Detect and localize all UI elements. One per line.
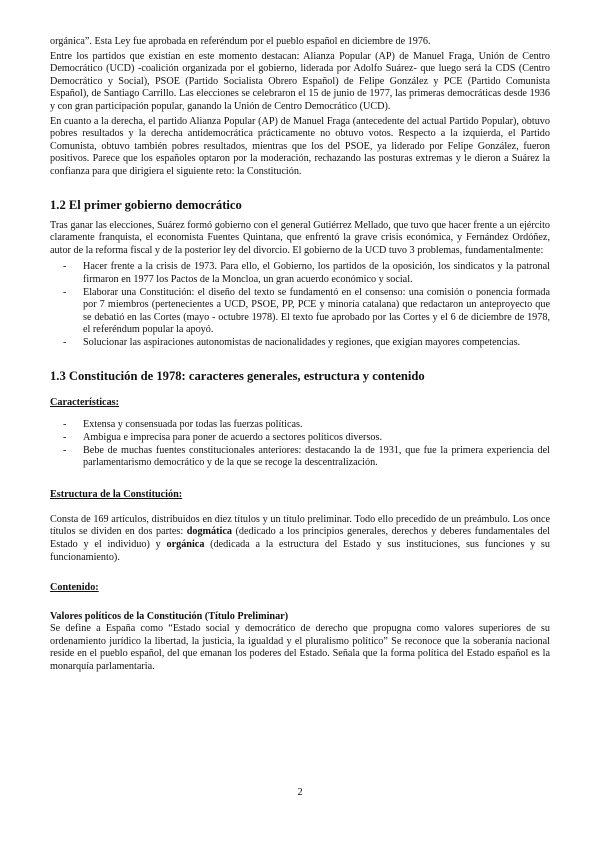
label-valores-politicos: Valores políticos de la Constitución (Título Preliminar)	[50, 611, 289, 623]
term-organica: orgánica	[166, 539, 205, 551]
document-page	[50, 36, 550, 674]
heading-primer-gobierno: 1.2 El primer gobierno democrático	[50, 197, 242, 212]
paragraph-estructura	[50, 514, 550, 564]
list-item: - Extensa y consensuada por todas las fuerzas políticas.	[50, 419, 550, 432]
estructura-text-2: (dedicado a los principios generales, derechos y deberes fundamentales del Estado y el individuo) y	[50, 526, 550, 551]
list-caracteristicas	[50, 419, 550, 469]
list-item: - Solucionar las aspiraciones autonomistas de nacionalidades y regiones, que exigían mayores competencias.	[50, 337, 550, 350]
paragraph-partidos: Entre los partidos que existían en este momento destacan: Alianza Popular (AP) de Manuel Fraga, Unión de Centro Democrático (UCD) -coalición organizada por el gobierno, liderada por Adolfo Suárez- que luego será la CDS (Centro Democrático y Social), PSOE (Partido Socialista Obrero Español) de Felipe González y PCE (Partido Comunista Español), de Santiago Carrillo. Las elecciones se celebraron el 15 de junio de 1977, las primeras democráticas desde 1936 y con gran participación popular, ganando la Unión de Centro Democrático (UCD).	[50, 50, 550, 112]
label-caracteristicas: Características:	[50, 397, 120, 409]
estructura-text-1: Consta de 169 artículos, distribuidos en diez títulos y un título preliminar. Todo ello precedido de un preámbulo. Los once títulos se dividen en dos partes:	[50, 513, 550, 538]
page-number: 2	[297, 787, 303, 798]
term-dogmatica: dogmática	[186, 526, 232, 538]
label-contenido: Contenido:	[50, 582, 99, 594]
heading-constitucion-1978: 1.3 Constitución de 1978: caracteres generales, estructura y contenido	[50, 369, 425, 384]
paragraph-ley-reforma: orgánica”. Esta Ley fue aprobada en referéndum por el pueblo español en diciembre de 1976.	[50, 36, 431, 47]
label-estructura: Estructura de la Constitución:	[50, 488, 183, 500]
paragraph-derecha-izquierda: En cuanto a la derecha, el partido Alianza Popular (AP) de Manuel Fraga (antecedente del actual Partido Popular), obtuvo pobres resultados y la derecha antidemocrática prácticamente no obtuvo votos. Respecto a la izquierda, el Partido Comunista, obtuvo también pobres resultados, mientras que los del PSOE, ya liderado por Felipe González, fueron positivos. Parece que los españoles optaron por la moderación, rechazando las posturas extremas y le dieron a Suárez la confianza para que dirigiera el siguiente reto: la Constitución.	[50, 115, 550, 177]
list-item: - Ambigua e imprecisa para poner de acuerdo a sectores políticos diversos.	[50, 432, 550, 445]
list-item: - Hacer frente a la crisis de 1973. Para ello, el Gobierno, los partidos de la oposición, los sindicatos y la patronal firmaron en 1977 los Pactos de la Moncloa, un gran acuerdo económico y social.	[50, 261, 550, 286]
estructura-text-3: (dedicada a la estructura del Estado y sus instituciones, sus funciones y su funcionamiento).	[50, 539, 550, 563]
paragraph-valores: Se define a España como “Estado social y democrático de derecho que propugna como valores superiores de su ordenamiento jurídico la libertad, la justicia, la igualdad y el pluralismo político” Se reconoce que la soberanía nacional reside en el pueblo español, del que emanan los poderes del Estado. Señala que la forma política del Estado español es la monarquía parlamentaria.	[50, 623, 550, 672]
list-problemas-ucd	[50, 261, 550, 349]
paragraph-gobierno-suarez: Tras ganar las elecciones, Suárez formó gobierno con el general Gutiérrez Mellado, que tuvo que hacer frente a un ejército claramente franquista, el economista Fuentes Quintana, que enfrentó la grave crisis económica, y Fernández Ordóñez, autor de la reforma fiscal y de la posterior ley del divorcio. El gobierno de la UCD tuvo 3 problemas, fundamentalmente:	[50, 219, 550, 256]
list-item: - Bebe de muchas fuentes constitucionales anteriores: destacando la de 1931, que fue la primera experiencia del parlamentarismo democrático y de la que se recoge la descentralización.	[50, 445, 550, 470]
list-item: - Elaborar una Constitución: el diseño del texto se fundamentó en el consenso: una comisión o ponencia formada por 7 miembros (pertenecientes a UCD, PSOE, PP, PCE y minoría catalana) que redactaron un anteproyecto que se debatió en las Cortes (mayo - octubre 1978). El texto fue aprobado por las Cortes y el 6 de diciembre de 1978, el referéndum popular la apoyó.	[50, 287, 550, 337]
